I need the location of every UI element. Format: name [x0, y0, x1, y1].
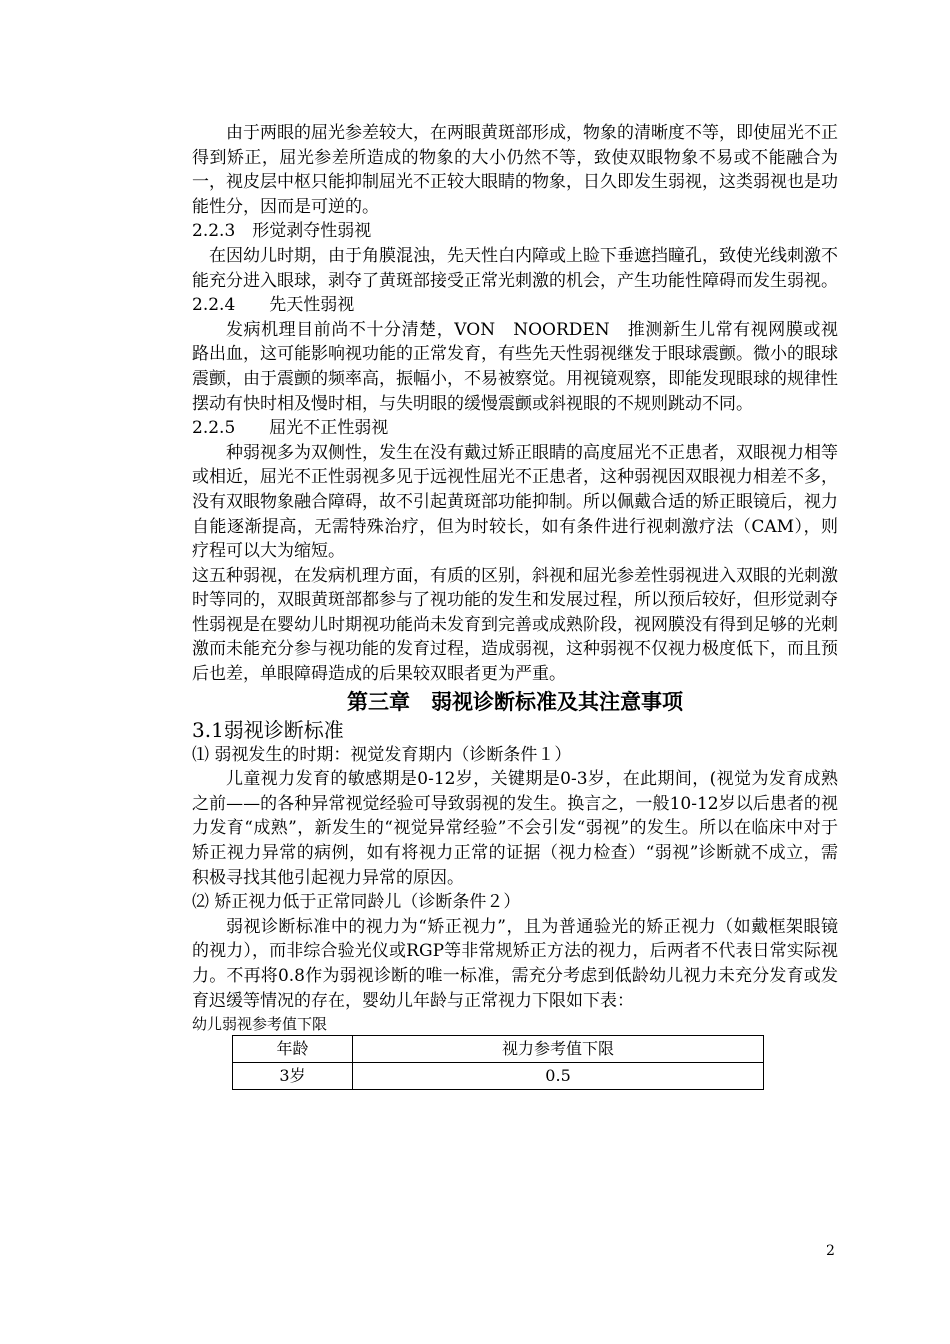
table-header-row — [233, 1036, 764, 1063]
table-row — [233, 1063, 764, 1090]
chapter-title: 第三章 弱视诊断标准及其注意事项 — [347, 689, 683, 714]
paragraph-summary: 这五种弱视，在发病机理方面，有质的区别，斜视和屈光参差性弱视进入双眼的光刺激时等同的，双眼黄斑部都参与了视功能的发生和发展过程，所以预后较好，但形觉剥夺性弱视是在婴幼儿时期视功能尚未发育到完善或成熟阶段，视网膜没有得到足够的光刺激而未能充分参与视功能的发育过程，造成弱视，这种弱视不仅视力极度低下，而且预后也差，单眼障碍造成的后果较双眼者更为严重。 — [192, 565, 838, 685]
page-number: 2 — [826, 1243, 835, 1259]
table-header-vision: 视力参考值下限 — [353, 1036, 764, 1063]
reference-table — [232, 1035, 764, 1090]
paragraph-congenital: 发病机理目前尚不十分清楚，VON NOORDEN 推测新生儿常有视网膜或视路出血，这可能影响视功能的正常发育，有些先天性弱视继发于眼球震颤。微小的眼球震颤，由于震颤的频率高，振幅小，不易被察觉。用视镜观察，即能发现眼球的规律性摆动有快时相及慢时相，与失明眼的缓慢震颤或斜视眼的不规则跳动不同。 — [192, 319, 838, 414]
section-3-1-title: 3.1弱视诊断标准 — [192, 717, 344, 742]
table-cell-age: 3岁 — [233, 1063, 353, 1090]
table-cell-vision: 0.5 — [353, 1063, 764, 1090]
paragraph-sensitive-period: 儿童视力发育的敏感期是0-12岁，关键期是0-3岁，在此期间，(视觉为发育成熟之前——的各种异常视觉经验可导致弱视的发生。换言之，一般10-12岁以后患者的视力发育“成熟”，新发生的“视觉异常经验”不会引发“弱视”的发生。所以在临床中对于矫正视力异常的病例，如有将视力正常的证据（视力检查）“弱视”诊断就不成立，需积极寻找其他引起视力异常的原因。 — [192, 769, 838, 888]
heading-2-2-4: 2.2.4 先天性弱视 — [192, 295, 355, 316]
heading-2-2-5: 2.2.5 屈光不正性弱视 — [192, 418, 389, 439]
paragraph-anisometropic: 由于两眼的屈光参差较大，在两眼黄斑部形成，物象的清晰度不等，即使屈光不正得到矫正，屈光参差所造成的物象的大小仍然不等，致使双眼物象不易或不能融合为一，视皮层中枢只能抑制屈光不正较大眼睛的物象，日久即发生弱视，这类弱视也是功能性分，因而是可逆的。 — [192, 123, 838, 217]
table-caption: 幼儿弱视参考值下限 — [192, 1015, 328, 1034]
page-content — [192, 121, 838, 1090]
paragraph-refractive: 种弱视多为双侧性，发生在没有戴过矫正眼睛的高度屈光不正患者，双眼视力相等或相近，屈光不正性弱视多见于远视性屈光不正患者，这种弱视因双眼视力相差不多，没有双眼物象融合障碍，故不引起黄斑部功能抑制。所以佩戴合适的矫正眼镜后，视力自能逐渐提高，无需特殊治疗，但为时较长，如有条件进行视刺激疗法（CAM），则疗程可以大为缩短。 — [192, 442, 838, 562]
criterion-1: ⑴ 弱视发生的时期：视觉发育期内（诊断条件１） — [192, 744, 572, 765]
table-header-age: 年龄 — [233, 1036, 353, 1063]
paragraph-deprivation: 在因幼儿时期，由于角膜混浊，先天性白内障或上睑下垂遮挡瞳孔，致使光线刺激不能充分进入眼球，剥夺了黄斑部接受正常光刺激的机会，产生功能性障碍而发生弱视。 — [192, 245, 838, 291]
criterion-2: ⑵ 矫正视力低于正常同龄儿（诊断条件２） — [192, 892, 521, 913]
paragraph-corrected-vision: 弱视诊断标准中的视力为“矫正视力”，且为普通验光的矫正视力（如戴框架眼镜的视力），而非综合验光仪或RGP等非常规矫正方法的视力，后两者不代表日常实际视力。不再将0.8作为弱视诊断的唯一标准，需充分考虑到低龄幼儿视力未充分发育或发育迟缓等情况的存在，婴幼儿年龄与正常视力下限如下表： — [192, 916, 838, 1011]
heading-2-2-3: 2.2.3 形觉剥夺性弱视 — [192, 221, 372, 242]
